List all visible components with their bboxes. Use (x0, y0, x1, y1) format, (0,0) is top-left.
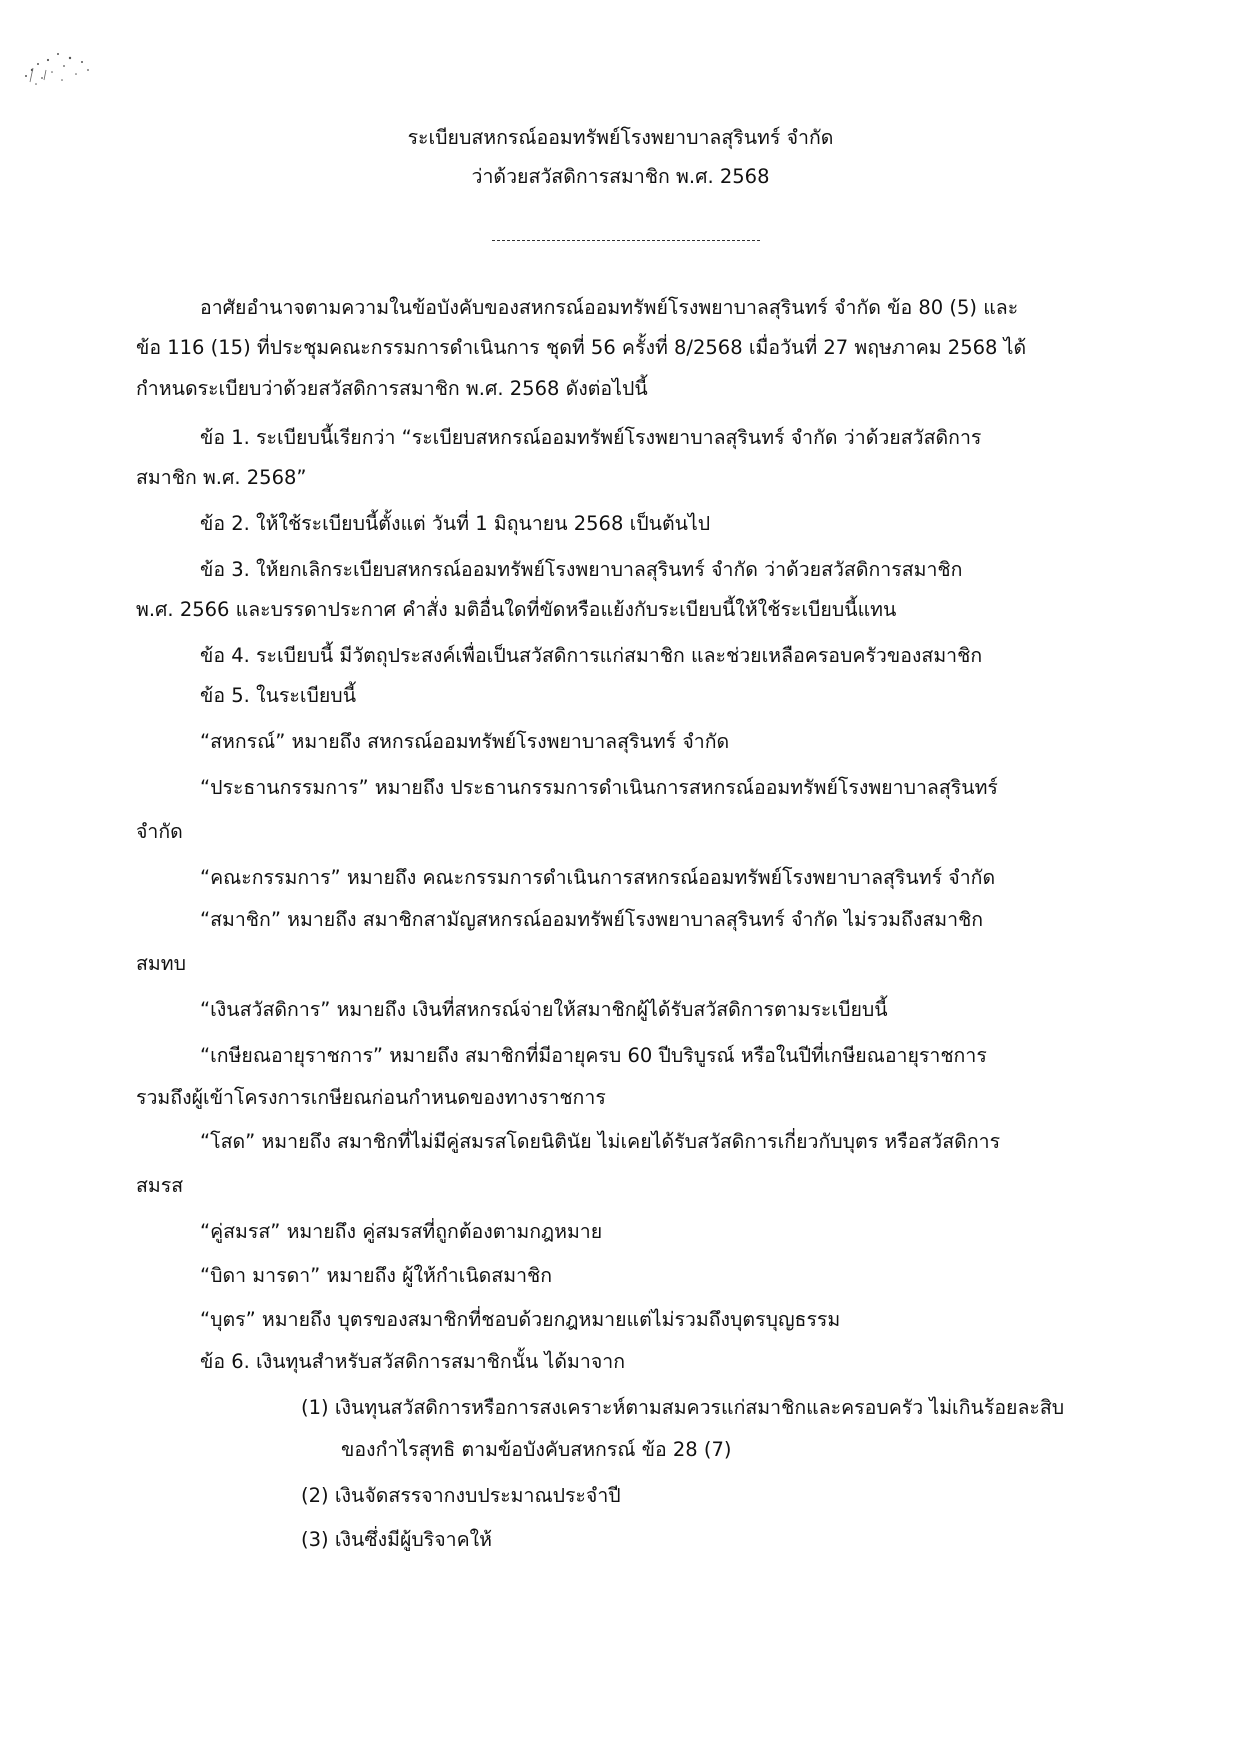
preamble-line-3: กำหนดระเบียบว่าด้วยสวัสดิการสมาชิก พ.ศ. 2568 ดังต่อไปนี้ (136, 377, 648, 400)
clause-6-item-1-line-2: ของกำไรสุทธิ ตามข้อบังคับสหกรณ์ ข้อ 28 (7) (341, 1438, 732, 1461)
scan-artifact-mark (18, 40, 108, 100)
clause-3-line-1: ข้อ 3. ให้ยกเลิกระเบียบสหกรณ์ออมทรัพย์โรงพยาบาลสุรินทร์ จำกัด ว่าด้วยสวัสดิการสมาชิก (200, 558, 963, 581)
preamble-line-2: ข้อ 116 (15) ที่ประชุมคณะกรรมการดำเนินการ ชุดที่ 56 ครั้งที่ 8/2568 เมื่อวันที่ 27 พฤษภาคม 2568 ได้ (136, 336, 1027, 359)
definition-chairman-line-1: “ประธานกรรมการ” หมายถึง ประธานกรรมการดำเนินการสหกรณ์ออมทรัพย์โรงพยาบาลสุรินทร์ (200, 776, 998, 799)
clause-4: ข้อ 4. ระเบียบนี้ มีวัตถุประสงค์เพื่อเป็นสวัสดิการแก่สมาชิก และช่วยเหลือครอบครัวของสมาชิก (200, 644, 983, 667)
definition-welfare-money: “เงินสวัสดิการ” หมายถึง เงินที่สหกรณ์จ่ายให้สมาชิกผู้ได้รับสวัสดิการตามระเบียบนี้ (200, 998, 888, 1021)
definition-member-line-2: สมทบ (136, 952, 186, 975)
document-title: ระเบียบสหกรณ์ออมทรัพย์โรงพยาบาลสุรินทร์ จำกัด (407, 126, 834, 149)
clause-6-item-2: (2) เงินจัดสรรจากงบประมาณประจำปี (301, 1484, 621, 1507)
clause-5: ข้อ 5. ในระเบียบนี้ (200, 684, 357, 707)
definition-committee: “คณะกรรมการ” หมายถึง คณะกรรมการดำเนินการสหกรณ์ออมทรัพย์โรงพยาบาลสุรินทร์ จำกัด (200, 866, 996, 889)
clause-6-item-3: (3) เงินซึ่งมีผู้บริจาคให้ (301, 1528, 493, 1551)
clause-6-item-1-line-1: (1) เงินทุนสวัสดิการหรือการสงเคราะห์ตามสมควรแก่สมาชิกและครอบครัว ไม่เกินร้อยละสิบ (301, 1396, 1065, 1419)
clause-6-intro: ข้อ 6. เงินทุนสำหรับสวัสดิการสมาชิกนั้น ได้มาจาก (200, 1350, 626, 1373)
clause-3-line-2: พ.ศ. 2566 และบรรดาประกาศ คำสั่ง มติอื่นใดที่ขัดหรือแย้งกับระเบียบนี้ให้ใช้ระเบียบนี้แทน (136, 598, 897, 621)
definition-chairman-line-2: จำกัด (136, 820, 183, 843)
definition-member-line-1: “สมาชิก” หมายถึง สมาชิกสามัญสหกรณ์ออมทรัพย์โรงพยาบาลสุรินทร์ จำกัด ไม่รวมถึงสมาชิก (200, 908, 984, 931)
preamble-line-1: อาศัยอำนาจตามความในข้อบังคับของสหกรณ์ออมทรัพย์โรงพยาบาลสุรินทร์ จำกัด ข้อ 80 (5) และ (200, 296, 1019, 319)
clause-2: ข้อ 2. ให้ใช้ระเบียบนี้ตั้งแต่ วันที่ 1 มิถุนายน 2568 เป็นต้นไป (200, 512, 711, 535)
definition-cooperative: “สหกรณ์” หมายถึง สหกรณ์ออมทรัพย์โรงพยาบาลสุรินทร์ จำกัด (200, 730, 730, 753)
clause-1-line-1: ข้อ 1. ระเบียบนี้เรียกว่า “ระเบียบสหกรณ์ออมทรัพย์โรงพยาบาลสุรินทร์ จำกัด ว่าด้วยสวัสดิการ (200, 426, 982, 449)
definition-single-line-1: “โสด” หมายถึง สมาชิกที่ไม่มีคู่สมรสโดยนิตินัย ไม่เคยได้รับสวัสดิการเกี่ยวกับบุตร หรือสวัสดิการ (200, 1130, 1001, 1153)
definition-parents: “บิดา มารดา” หมายถึง ผู้ให้กำเนิดสมาชิก (200, 1264, 553, 1287)
definition-retirement-line-1: “เกษียณอายุราชการ” หมายถึง สมาชิกที่มีอายุครบ 60 ปีบริบูรณ์ หรือในปีที่เกษียณอายุราชการ (200, 1044, 987, 1067)
definition-spouse: “คู่สมรส” หมายถึง คู่สมรสที่ถูกต้องตามกฎหมาย (200, 1220, 603, 1243)
title-divider (492, 240, 760, 241)
clause-1-line-2: สมาชิก พ.ศ. 2568” (136, 466, 307, 489)
definition-single-line-2: สมรส (136, 1174, 184, 1197)
definition-child: “บุตร” หมายถึง บุตรของสมาชิกที่ชอบด้วยกฎหมายแต่ไม่รวมถึงบุตรบุญธรรม (200, 1308, 841, 1331)
definition-retirement-line-2: รวมถึงผู้เข้าโครงการเกษียณก่อนกำหนดของทางราชการ (136, 1086, 606, 1109)
document-subtitle: ว่าด้วยสวัสดิการสมาชิก พ.ศ. 2568 (471, 165, 770, 188)
